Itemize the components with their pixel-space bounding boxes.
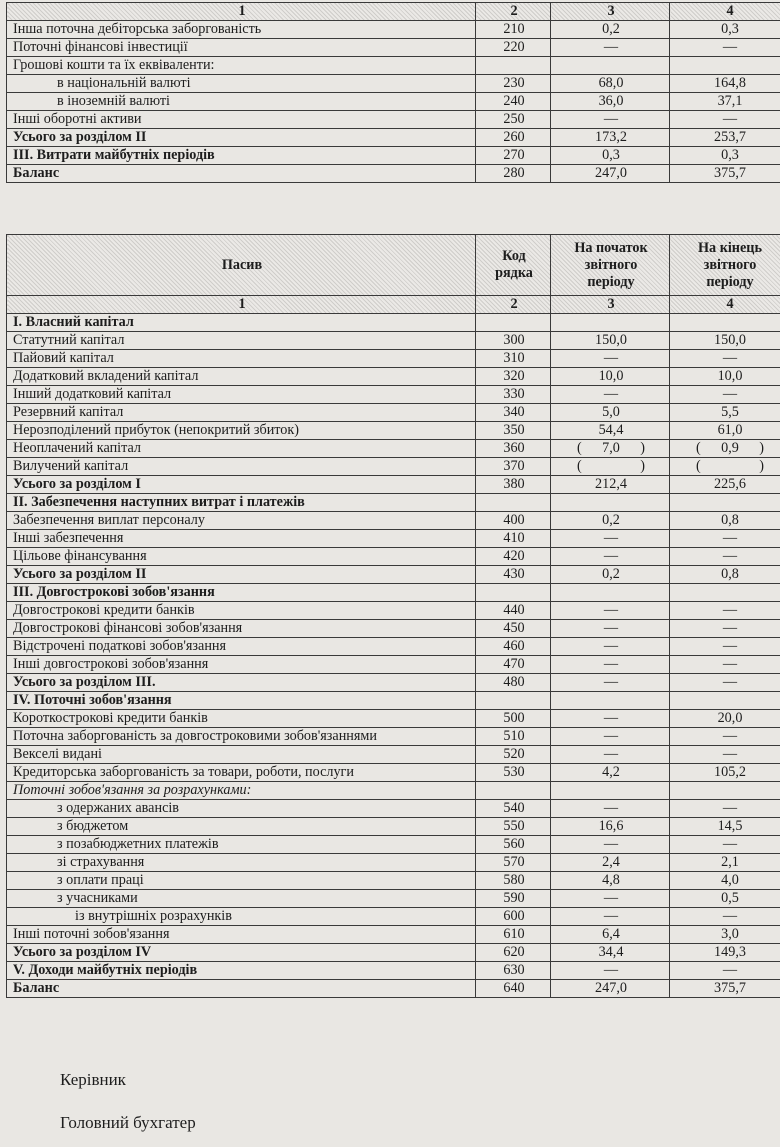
row-code: 560 (476, 836, 551, 854)
row-label: Поточні фінансові інвестиції (7, 39, 476, 57)
table-row (7, 962, 780, 980)
table-row (7, 422, 780, 440)
table-row (7, 818, 780, 836)
row-end-value: 14,5 (670, 818, 780, 836)
table-row (7, 404, 780, 422)
row-code (476, 692, 551, 710)
row-end-value: 0,8 (670, 566, 780, 584)
table-row (7, 872, 780, 890)
row-end-value: — (670, 656, 780, 674)
accountant-signature-label: Головний бухгатер (60, 1113, 196, 1132)
row-start-value: — (551, 800, 670, 818)
row-end-value: 2,1 (670, 854, 780, 872)
table-row (7, 386, 780, 404)
row-start-value: 4,8 (551, 872, 670, 890)
row-code: 550 (476, 818, 551, 836)
row-label: Забезпечення виплат персоналу (7, 512, 476, 530)
row-start-value: — (551, 908, 670, 926)
row-label: в іноземній валюті (7, 93, 476, 111)
row-code: 530 (476, 764, 551, 782)
table-row (7, 368, 780, 386)
row-start-value: — (551, 350, 670, 368)
row-label: Усього за розділом I (7, 476, 476, 494)
row-end-value: 4,0 (670, 872, 780, 890)
table-row (7, 764, 780, 782)
parenthesized-value: 0,9 (721, 440, 739, 456)
row-label: Усього за розділом III. (7, 674, 476, 692)
table-row (7, 890, 780, 908)
row-label: Баланс (7, 165, 476, 183)
row-start-value: 5,0 (551, 404, 670, 422)
row-start-value: — (551, 620, 670, 638)
row-start-value: 10,0 (551, 368, 670, 386)
row-start-value: 0,2 (551, 512, 670, 530)
row-label: Усього за розділом II (7, 129, 476, 147)
row-start-value: 173,2 (551, 129, 670, 147)
row-label: I. Власний капітал (7, 314, 476, 332)
row-end-value: — (670, 746, 780, 764)
table-row (7, 147, 780, 165)
row-label: зі страхування (7, 854, 476, 872)
row-end-value: 61,0 (670, 422, 780, 440)
director-signature-label: Керівник (60, 1070, 126, 1089)
row-label: з оплати праці (7, 872, 476, 890)
row-end-value (670, 494, 780, 512)
row-label: Цільове фінансування (7, 548, 476, 566)
row-start-value: — (551, 548, 670, 566)
header-end-line: На кінець (698, 239, 762, 256)
row-start-value (551, 692, 670, 710)
row-end-value: — (670, 548, 780, 566)
row-start-value: — (551, 638, 670, 656)
row-end-value: 5,5 (670, 404, 780, 422)
table-row (7, 75, 780, 93)
row-code: 510 (476, 728, 551, 746)
row-start-value: 0,3 (551, 147, 670, 165)
row-end-value: 0,3 (670, 21, 780, 39)
row-start-value: — (551, 39, 670, 57)
row-end-value: — (670, 620, 780, 638)
row-start-value: — (551, 728, 670, 746)
row-code: 610 (476, 926, 551, 944)
row-label: із внутрішніх розрахунків (7, 908, 476, 926)
row-label: Векселі видані (7, 746, 476, 764)
table-row (7, 21, 780, 39)
row-start-value (551, 314, 670, 332)
header-start-line: звітного (584, 256, 638, 273)
table-row (7, 548, 780, 566)
row-code: 520 (476, 746, 551, 764)
row-start-value: — (551, 602, 670, 620)
row-end-value: — (670, 530, 780, 548)
row-label: Довгострокові фінансові зобов'язання (7, 620, 476, 638)
row-start-value (551, 782, 670, 800)
row-end-value (670, 584, 780, 602)
row-label: Нерозподілений прибуток (непокритий збиток) (7, 422, 476, 440)
header-end-line: звітного (703, 256, 757, 273)
row-label: Неоплачений капітал (7, 440, 476, 458)
row-label: Інший додатковий капітал (7, 386, 476, 404)
row-label: III. Витрати майбутніх періодів (7, 147, 476, 165)
row-label: Пайовий капітал (7, 350, 476, 368)
row-code: 270 (476, 147, 551, 165)
col-number-3: 3 (551, 296, 670, 314)
row-end-value: — (670, 962, 780, 980)
row-code: 320 (476, 368, 551, 386)
row-label: Кредиторська заборгованість за товари, роботи, послуги (7, 764, 476, 782)
col-number-4: 4 (670, 3, 780, 21)
column-number-row (7, 3, 780, 21)
parenthesized-value: 7,0 (602, 440, 620, 456)
row-code: 230 (476, 75, 551, 93)
row-label: Усього за розділом IV (7, 944, 476, 962)
row-label: Поточні зобов'язання за розрахунками: (7, 782, 476, 800)
row-start-value: 2,4 (551, 854, 670, 872)
row-end-value: 150,0 (670, 332, 780, 350)
table-row (7, 476, 780, 494)
row-end-value (670, 692, 780, 710)
row-start-value: — (551, 656, 670, 674)
row-end-value: ( ) (670, 458, 780, 476)
row-start-value: 247,0 (551, 980, 670, 998)
table-row (7, 111, 780, 129)
col-number-3: 3 (551, 3, 670, 21)
row-start-value: 0,2 (551, 566, 670, 584)
col-number-4: 4 (670, 296, 780, 314)
row-code: 260 (476, 129, 551, 147)
table-row (7, 165, 780, 183)
row-end-value (670, 782, 780, 800)
column-number-row (7, 296, 780, 314)
row-end-value: 149,3 (670, 944, 780, 962)
row-code: 330 (476, 386, 551, 404)
row-label: III. Довгострокові зобов'язання (7, 584, 476, 602)
row-code: 220 (476, 39, 551, 57)
row-end-value: 0,3 (670, 147, 780, 165)
row-end-value: — (670, 800, 780, 818)
table-row (7, 728, 780, 746)
row-end-value: 20,0 (670, 710, 780, 728)
header-end-line: періоду (706, 273, 754, 290)
row-end-value: — (670, 638, 780, 656)
row-end-value: ( 0,9 ) (670, 440, 780, 458)
row-label: Інші забезпечення (7, 530, 476, 548)
row-start-value: — (551, 111, 670, 129)
row-label: IV. Поточні зобов'язання (7, 692, 476, 710)
row-end-value: 0,5 (670, 890, 780, 908)
row-label: в національній валюті (7, 75, 476, 93)
row-end-value: 225,6 (670, 476, 780, 494)
table-row (7, 458, 780, 476)
row-label: Інші довгострокові зобов'язання (7, 656, 476, 674)
table-row (7, 674, 780, 692)
row-code: 590 (476, 890, 551, 908)
row-code: 460 (476, 638, 551, 656)
row-end-value: — (670, 39, 780, 57)
liabilities-body (7, 314, 780, 998)
row-code: 370 (476, 458, 551, 476)
row-code: 210 (476, 21, 551, 39)
row-end-value: 37,1 (670, 93, 780, 111)
row-end-value: 375,7 (670, 165, 780, 183)
row-start-value: — (551, 746, 670, 764)
row-code: 240 (476, 93, 551, 111)
row-start-value: — (551, 962, 670, 980)
row-label: Вилучений капітал (7, 458, 476, 476)
row-code: 450 (476, 620, 551, 638)
table-row (7, 314, 780, 332)
row-start-value: 34,4 (551, 944, 670, 962)
table-row (7, 656, 780, 674)
row-label: Короткострокові кредити банків (7, 710, 476, 728)
row-label: з позабюджетних платежів (7, 836, 476, 854)
col-number-1: 1 (7, 296, 476, 314)
row-code: 540 (476, 800, 551, 818)
row-start-value: — (551, 386, 670, 404)
row-code: 600 (476, 908, 551, 926)
row-label: Резервний капітал (7, 404, 476, 422)
row-label: Інші поточні зобов'язання (7, 926, 476, 944)
header-end-period (670, 235, 780, 296)
table-row (7, 566, 780, 584)
row-start-value: — (551, 890, 670, 908)
row-start-value: — (551, 710, 670, 728)
row-label: Баланс (7, 980, 476, 998)
row-code: 250 (476, 111, 551, 129)
row-end-value: 375,7 (670, 980, 780, 998)
row-label: II. Забезпечення наступних витрат і платежів (7, 494, 476, 512)
row-code: 360 (476, 440, 551, 458)
row-code (476, 584, 551, 602)
header-pasyv: Пасив (7, 235, 476, 296)
col-number-2: 2 (476, 3, 551, 21)
row-code: 480 (476, 674, 551, 692)
row-code: 300 (476, 332, 551, 350)
header-code-line: рядка (495, 265, 533, 281)
row-end-value (670, 57, 780, 75)
row-start-value: — (551, 836, 670, 854)
liabilities-header-row (7, 235, 780, 296)
row-end-value: — (670, 111, 780, 129)
header-start-line: На початок (574, 239, 648, 256)
table-row (7, 926, 780, 944)
table-row (7, 944, 780, 962)
row-end-value: 10,0 (670, 368, 780, 386)
row-start-value (551, 57, 670, 75)
row-start-value: 150,0 (551, 332, 670, 350)
table-row (7, 129, 780, 147)
table-row (7, 692, 780, 710)
row-code (476, 494, 551, 512)
row-end-value: 0,8 (670, 512, 780, 530)
header-start-line: періоду (587, 273, 635, 290)
row-start-value: 36,0 (551, 93, 670, 111)
table-row (7, 620, 780, 638)
header-start-period (551, 235, 670, 296)
table-row (7, 512, 780, 530)
row-code (476, 57, 551, 75)
row-start-value: ( ) (551, 458, 670, 476)
row-start-value (551, 584, 670, 602)
row-end-value: — (670, 836, 780, 854)
row-code: 620 (476, 944, 551, 962)
row-label: Статутний капітал (7, 332, 476, 350)
row-start-value: 68,0 (551, 75, 670, 93)
row-start-value: 54,4 (551, 422, 670, 440)
header-code (476, 235, 551, 296)
row-label: з бюджетом (7, 818, 476, 836)
table-row (7, 93, 780, 111)
row-end-value: — (670, 908, 780, 926)
table-row (7, 782, 780, 800)
row-code: 420 (476, 548, 551, 566)
row-label: Інші оборотні активи (7, 111, 476, 129)
row-code: 430 (476, 566, 551, 584)
row-end-value: 164,8 (670, 75, 780, 93)
row-code: 570 (476, 854, 551, 872)
row-start-value (551, 494, 670, 512)
row-start-value: 212,4 (551, 476, 670, 494)
row-label: Додатковий вкладений капітал (7, 368, 476, 386)
table-row (7, 350, 780, 368)
row-code: 380 (476, 476, 551, 494)
table-row (7, 746, 780, 764)
table-row (7, 980, 780, 998)
row-start-value: 16,6 (551, 818, 670, 836)
row-start-value: 247,0 (551, 165, 670, 183)
table-row (7, 584, 780, 602)
row-start-value: — (551, 530, 670, 548)
row-start-value: ( 7,0 ) (551, 440, 670, 458)
row-end-value: 105,2 (670, 764, 780, 782)
row-label: Поточна заборгованість за довгостроковими зобов'язаннями (7, 728, 476, 746)
liabilities-table (6, 234, 780, 998)
assets-table-continuation (6, 2, 780, 183)
row-label: з учасниками (7, 890, 476, 908)
table-row (7, 836, 780, 854)
row-label: з одержаних авансів (7, 800, 476, 818)
row-label: Відстрочені податкові зобов'язання (7, 638, 476, 656)
row-code: 310 (476, 350, 551, 368)
col-number-1: 1 (7, 3, 476, 21)
row-end-value: — (670, 386, 780, 404)
row-code: 280 (476, 165, 551, 183)
row-code: 500 (476, 710, 551, 728)
row-label: Інша поточна дебіторська заборгованість (7, 21, 476, 39)
row-code: 440 (476, 602, 551, 620)
row-end-value (670, 314, 780, 332)
row-end-value: 253,7 (670, 129, 780, 147)
row-code (476, 782, 551, 800)
col-number-2: 2 (476, 296, 551, 314)
row-code: 340 (476, 404, 551, 422)
row-label: Грошові кошти та їх еквіваленти: (7, 57, 476, 75)
row-code: 410 (476, 530, 551, 548)
row-code (476, 314, 551, 332)
row-end-value: — (670, 350, 780, 368)
row-end-value: — (670, 602, 780, 620)
row-code: 630 (476, 962, 551, 980)
table-row (7, 908, 780, 926)
table-row (7, 530, 780, 548)
row-start-value: — (551, 674, 670, 692)
row-code: 400 (476, 512, 551, 530)
row-start-value: 6,4 (551, 926, 670, 944)
table-row (7, 710, 780, 728)
table-row (7, 494, 780, 512)
row-end-value: — (670, 674, 780, 692)
table-row (7, 440, 780, 458)
table-row (7, 638, 780, 656)
table-row (7, 332, 780, 350)
row-end-value: 3,0 (670, 926, 780, 944)
row-start-value: 0,2 (551, 21, 670, 39)
table-row (7, 602, 780, 620)
row-code: 470 (476, 656, 551, 674)
row-code: 580 (476, 872, 551, 890)
row-start-value: 4,2 (551, 764, 670, 782)
row-label: Усього за розділом II (7, 566, 476, 584)
row-code: 640 (476, 980, 551, 998)
table-row (7, 854, 780, 872)
table-row (7, 57, 780, 75)
table-row (7, 39, 780, 57)
row-label: V. Доходи майбутніх періодів (7, 962, 476, 980)
row-label: Довгострокові кредити банків (7, 602, 476, 620)
header-code-line: Код (502, 248, 526, 264)
row-end-value: — (670, 728, 780, 746)
row-code: 350 (476, 422, 551, 440)
table-row (7, 800, 780, 818)
